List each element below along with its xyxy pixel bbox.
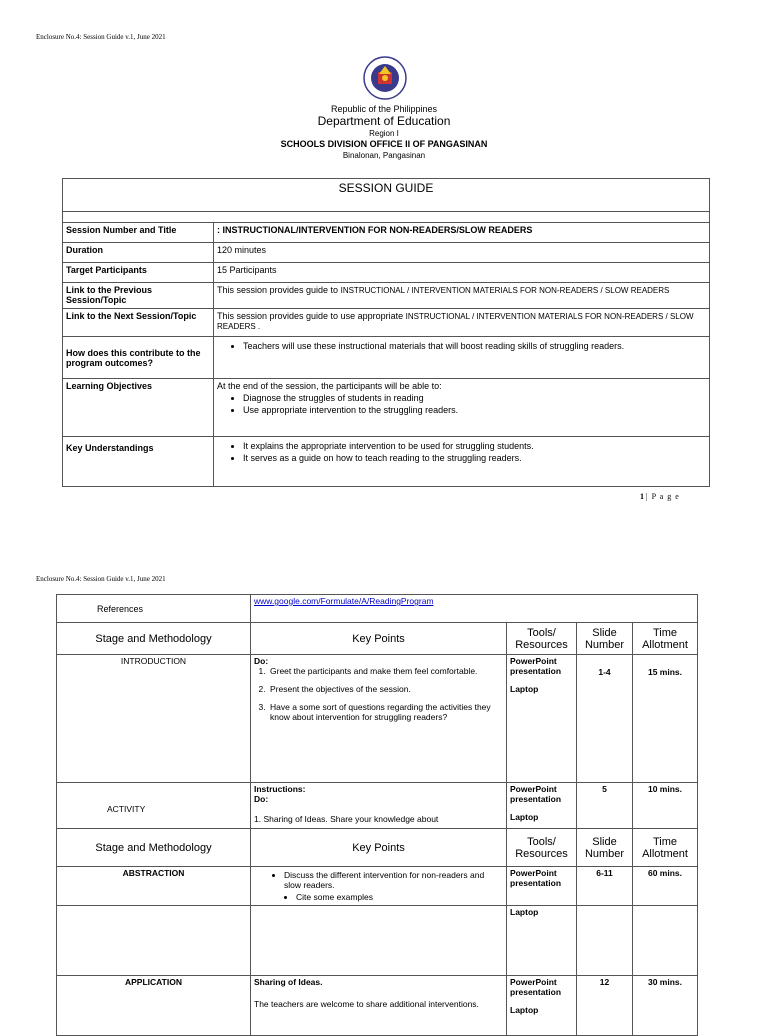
duration-label: Duration [63,243,214,263]
header-key: Key Points [251,623,507,655]
session-guide-title-box [62,178,710,212]
activity-key [251,783,507,835]
abstraction-item: • Cite some examples [296,892,503,902]
application-key [251,976,507,1036]
empty-cell [577,906,633,976]
application-tool1: PowerPoint presentation [510,977,562,997]
intro-time: 15 mins. [633,655,698,783]
region-text: Region I [369,129,399,138]
table-row [57,906,698,976]
activity-tools [507,783,577,835]
next-value [214,309,710,337]
contrib-value [214,337,710,379]
application-text: The teachers are welcome to share additional interventions. [254,999,479,1009]
table-row [63,263,710,283]
application-title: Sharing of Ideas. [254,977,323,987]
references-link[interactable]: www.google.com/Formulate/A/ReadingProgram [254,596,434,606]
intro-stage: INTRODUCTION [57,655,251,783]
activity-instructions: Instructions: [254,784,306,794]
header2-tools: Tools/ Resources [507,829,577,867]
next-value-a: This session provides guide to use appropriate [217,311,404,321]
intro-slide: 1-4 [577,655,633,783]
table-row [63,309,710,337]
session-label: Session Number and Title [63,223,214,243]
page-number-value: 1 [640,492,644,501]
intro-key [251,655,507,783]
activity-tool1: PowerPoint presentation [510,784,562,804]
abstraction-tools: PowerPoint presentation [507,867,577,906]
abstraction-slide: 6-11 [577,867,633,906]
prev-value [214,283,710,309]
empty-cell [633,906,698,976]
header2-key: Key Points [251,829,507,867]
objective-item: • Diagnose the struggles of students in reading [243,393,706,403]
activity-text: 1. Sharing of Ideas. Share your knowledge about [254,814,439,824]
table-row [63,223,710,243]
application-tools [507,976,577,1036]
application-time: 30 mins. [633,976,698,1036]
table-row [63,337,710,379]
table-row [63,283,710,309]
intro-step: 1. Greet the participants and make them feel comfortable. [268,666,503,676]
empty-cell [57,906,251,976]
methodology-table-continued [56,828,698,1036]
next-label: Link to the Next Session/Topic [63,309,214,337]
abstraction-stage: ABSTRACTION [57,867,251,906]
activity-slide: 5 [577,783,633,835]
page-number [640,492,680,501]
key-label: Key Understandings [63,437,214,487]
header-time: Time Allotment [633,623,698,655]
activity-do: Do: [254,794,269,804]
location-text: Binalonan, Pangasinan [342,151,426,160]
header2-stage: Stage and Methodology [57,829,251,867]
header2-time: Time Allotment [633,829,698,867]
contrib-label: How does this contribute to the program outcomes? [63,337,214,379]
table-row [57,783,698,835]
next-value-b: INSTRUCTIONAL / INTERVENTION MATERIALS FOR NON-READERS / SLOW READERS . [217,312,694,331]
republic-text: Republic of the Philippines [330,104,438,114]
intro-tool1: PowerPoint presentation [510,656,562,676]
contrib-item: • Teachers will use these instructional materials that will boost reading skills of struggling readers. [243,341,706,351]
enclosure-label: Enclosure No.4: Session Guide v.1, June 2021 [36,33,166,41]
department-text: Department of Education [317,114,451,128]
table-row [57,829,698,867]
session-guide-title: SESSION GUIDE [338,181,434,195]
objectives-label: Learning Objectives [63,379,214,437]
intro-tool2: Laptop [510,684,539,694]
table-row [63,379,710,437]
key-item: • It explains the appropriate intervention to be used for struggling students. [243,441,706,451]
application-tool2: Laptop [510,1005,539,1015]
activity-stage: ACTIVITY [57,783,251,835]
table-row [63,437,710,487]
table-row [57,867,698,906]
deped-seal-icon [363,56,407,100]
abstraction-time: 60 mins. [633,867,698,906]
application-stage: APPLICATION [57,976,251,1036]
table-row [57,655,698,783]
intro-step: 2. Present the objectives of the session. [268,684,503,694]
abstraction-item: • Discuss the different intervention for non-readers and slow readers. [284,870,503,890]
methodology-table [56,594,698,835]
key-value [214,437,710,487]
target-value: 15 Participants [214,263,710,283]
prev-value-a: This session provides guide to [217,285,339,295]
enclosure-label-2: Enclosure No.4: Session Guide v.1, June 2021 [36,575,166,583]
deped-seal [363,56,407,100]
spacer-row [62,210,710,222]
activity-tool2: Laptop [510,812,539,822]
target-label: Target Participants [63,263,214,283]
references-cell [251,595,698,623]
header2-slide: Slide Number [577,829,633,867]
table-row [57,623,698,655]
application-slide: 12 [577,976,633,1036]
intro-do: Do: [254,656,269,666]
empty-cell [251,906,507,976]
abstraction-tool2: Laptop [507,906,577,976]
duration-value: 120 minutes [214,243,710,263]
prev-label: Link to the Previous Session/Topic [63,283,214,309]
objective-item: • Use appropriate intervention to the struggling readers. [243,405,706,415]
prev-value-b: INSTRUCTIONAL / INTERVENTION MATERIALS FOR NON-READERS / SLOW READERS [340,286,670,295]
intro-step: 3. Have a some sort of questions regarding the activities they know about intervention for struggling readers? [268,702,503,722]
division-text: SCHOOLS DIVISION OFFICE II OF PANGASINAN [280,139,488,149]
session-info-table [62,222,710,487]
table-row [57,595,698,623]
activity-time: 10 mins. [633,783,698,835]
objectives-intro: At the end of the session, the participants will be able to: [217,381,442,391]
references-label: References [57,595,251,623]
page-word: | P a g e [646,492,680,501]
key-item: • It serves as a guide on how to teach reading to the struggling readers. [243,453,706,463]
abstraction-key [251,867,507,906]
objectives-value [214,379,710,437]
session-value: : INSTRUCTIONAL/INTERVENTION FOR NON-READERS/SLOW READERS [214,223,710,243]
table-row [57,976,698,1036]
header-stage: Stage and Methodology [57,623,251,655]
header-tools: Tools/ Resources [507,623,577,655]
header-slide: Slide Number [577,623,633,655]
intro-tools [507,655,577,783]
table-row [63,243,710,263]
